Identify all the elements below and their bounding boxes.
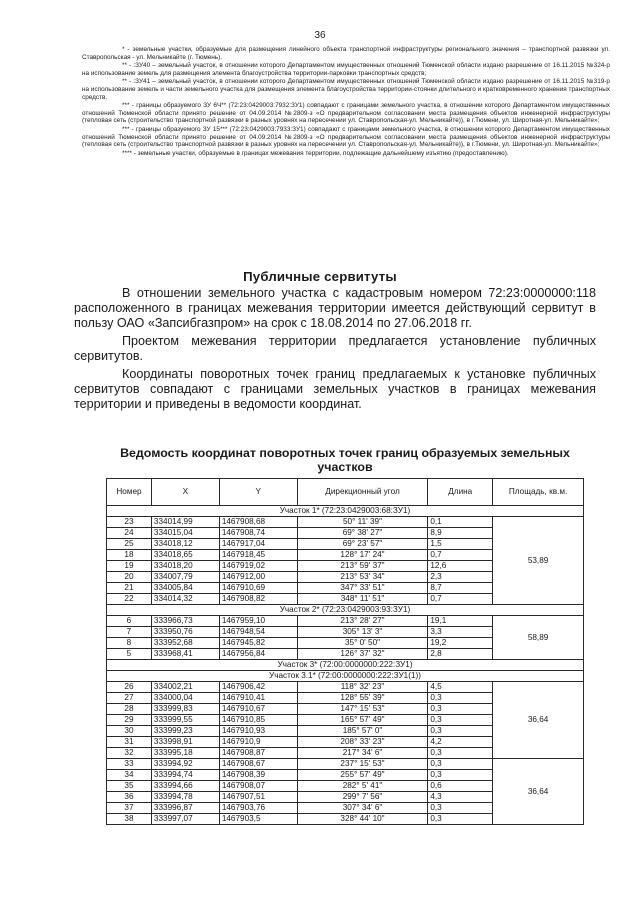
segment-length: 0,3 <box>428 748 493 759</box>
coord-y: 1467918,45 <box>219 550 297 561</box>
header-y: Y <box>219 479 297 506</box>
coord-x: 334018,65 <box>151 550 219 561</box>
segment-length: 1,5 <box>428 539 493 550</box>
coord-x: 334007,79 <box>151 572 219 583</box>
segment-length: 3,3 <box>428 627 493 638</box>
coord-x: 333994,78 <box>151 792 219 803</box>
coord-x: 333995,18 <box>151 748 219 759</box>
segment-length: 4,5 <box>428 682 493 693</box>
coord-y: 1467908,39 <box>219 770 297 781</box>
parcel-heading: Участок 1* (72:23:0429003:68:ЗУ1) <box>107 506 584 517</box>
coord-x: 333998,91 <box>151 737 219 748</box>
coord-y: 1467903,5 <box>219 814 297 825</box>
segment-length: 8,7 <box>428 583 493 594</box>
coord-x: 333950,76 <box>151 627 219 638</box>
footnotes <box>82 46 610 158</box>
coord-x: 334002,21 <box>151 682 219 693</box>
parcel-area: 58,89 <box>493 616 584 660</box>
segment-length: 8,9 <box>428 528 493 539</box>
coord-y: 1467912,00 <box>219 572 297 583</box>
segment-length: 0,3 <box>428 704 493 715</box>
point-number: 27 <box>107 693 152 704</box>
segment-length: 0,3 <box>428 803 493 814</box>
segment-length: 0,1 <box>428 517 493 528</box>
coord-y: 1467910,69 <box>219 583 297 594</box>
segment-length: 12,6 <box>428 561 493 572</box>
parcel-heading-row <box>107 506 584 517</box>
direction-angle: 255° 57' 49" <box>297 770 428 781</box>
direction-angle: 128° 55' 39" <box>297 693 428 704</box>
coord-x: 333994,74 <box>151 770 219 781</box>
coord-y: 1467908,68 <box>219 517 297 528</box>
point-number: 8 <box>107 638 152 649</box>
segment-length: 0,3 <box>428 759 493 770</box>
point-number: 5 <box>107 649 152 660</box>
coord-y: 1467908,07 <box>219 781 297 792</box>
coord-x: 333997,07 <box>151 814 219 825</box>
segment-length: 0,6 <box>428 781 493 792</box>
segment-length: 2,8 <box>428 649 493 660</box>
point-number: 36 <box>107 792 152 803</box>
direction-angle: 237° 15' 53" <box>297 759 428 770</box>
header-number: Номер <box>107 479 152 506</box>
parcel-heading-row <box>107 605 584 616</box>
body-text <box>74 286 596 415</box>
segment-length: 0,3 <box>428 726 493 737</box>
direction-angle: 118° 32' 23" <box>297 682 428 693</box>
coord-y: 1467908,67 <box>219 759 297 770</box>
parcel-area: 36,64 <box>493 682 584 759</box>
point-number: 30 <box>107 726 152 737</box>
segment-length: 19,1 <box>428 616 493 627</box>
direction-angle: 147° 15' 53" <box>297 704 428 715</box>
segment-length: 0,3 <box>428 814 493 825</box>
point-number: 22 <box>107 594 152 605</box>
footnote: *** - границы образуемого ЗУ 6Ч** (72:23:0429003:7932:ЗУ1) совпадают с границами земельного участка, в отношении которого Департаментом имущественных отношений Тюменской области принято решение от 04.09.2014 №2809-з «О предварительном согласовании места размещения объектов инженерной инфраструктуры (тепловая сеть (строительство транспортной развязки в разных уровнях на пересечении ул. Ставропольская-ул. Мельникайте)), в г.Тюмени, ул. Широтная-ул. Мельникайте»; <box>82 102 610 125</box>
direction-angle: 69° 38' 27" <box>297 528 428 539</box>
segment-length: 0,3 <box>428 770 493 781</box>
footnote: * - земельные участки, образуемые для размещения линейного объекта транспортной инфраструктуры регионального значения – транспортной развязки ул. Ставропольская - ул. Мельникайте (г. Тюмень). <box>82 46 610 61</box>
direction-angle: 35° 0' 50" <box>297 638 428 649</box>
direction-angle: 126° 37' 32" <box>297 649 428 660</box>
direction-angle: 69° 23' 57" <box>297 539 428 550</box>
point-number: 26 <box>107 682 152 693</box>
table-row <box>107 682 584 693</box>
table-header-row <box>107 479 584 506</box>
coord-x: 334015,04 <box>151 528 219 539</box>
direction-angle: 299° 7' 56" <box>297 792 428 803</box>
coord-x: 333999,23 <box>151 726 219 737</box>
point-number: 31 <box>107 737 152 748</box>
header-area: Площадь, кв.м. <box>493 479 584 506</box>
direction-angle: 213° 28' 27" <box>297 616 428 627</box>
point-number: 18 <box>107 550 152 561</box>
coord-y: 1467948,54 <box>219 627 297 638</box>
footnote: ** - :ЗУ41 – земельный участок, в отношении которого Департаментом имущественных отношений Тюменской области издано разрешение от 16.11.2015 №319-р на использование земель и части земельного участка для размещения элемента благоустройства территории-стоянки длительного и кратковременного хранения транспортных средств. <box>82 78 610 101</box>
coord-x: 333999,83 <box>151 704 219 715</box>
point-number: 35 <box>107 781 152 792</box>
segment-length: 0,7 <box>428 550 493 561</box>
parcel-subheading-row <box>107 671 584 682</box>
coord-x: 333994,92 <box>151 759 219 770</box>
point-number: 23 <box>107 517 152 528</box>
coord-y: 1467908,74 <box>219 528 297 539</box>
coord-y: 1467917,04 <box>219 539 297 550</box>
point-number: 29 <box>107 715 152 726</box>
parcel-heading: Участок 2* (72:23:0429003:93:ЗУ1) <box>107 605 584 616</box>
parcel-heading-row <box>107 660 584 671</box>
coord-x: 333966,73 <box>151 616 219 627</box>
coord-y: 1467919,02 <box>219 561 297 572</box>
point-number: 21 <box>107 583 152 594</box>
point-number: 6 <box>107 616 152 627</box>
direction-angle: 213° 59' 37" <box>297 561 428 572</box>
coord-y: 1467910,9 <box>219 737 297 748</box>
header-angle: Дирекционный угол <box>297 479 428 506</box>
segment-length: 4,3 <box>428 792 493 803</box>
section-title: Публичные сервитуты <box>243 269 397 284</box>
segment-length: 19,2 <box>428 638 493 649</box>
footnote: **** - земельные участки, образуемые в границах межевания территории, подлежащие дальнейшему изъятию (предоставлению). <box>122 149 509 157</box>
point-number: 38 <box>107 814 152 825</box>
direction-angle: 307° 34' 6" <box>297 803 428 814</box>
coord-y: 1467906,42 <box>219 682 297 693</box>
coord-x: 334005,84 <box>151 583 219 594</box>
point-number: 37 <box>107 803 152 814</box>
coord-x: 333952,68 <box>151 638 219 649</box>
coord-y: 1467910,67 <box>219 704 297 715</box>
direction-angle: 185° 57' 0" <box>297 726 428 737</box>
header-x: X <box>151 479 219 506</box>
parcel-area: 36,64 <box>493 759 584 825</box>
parcel-subheading: Участок 3.1* (72:00:0000000:222:ЗУ1(1)) <box>107 671 584 682</box>
coord-y: 1467910,85 <box>219 715 297 726</box>
point-number: 34 <box>107 770 152 781</box>
point-number: 24 <box>107 528 152 539</box>
point-number: 28 <box>107 704 152 715</box>
coord-y: 1467910,93 <box>219 726 297 737</box>
coord-x: 333996,87 <box>151 803 219 814</box>
point-number: 32 <box>107 748 152 759</box>
table-body <box>107 506 584 825</box>
direction-angle: 128° 17' 24" <box>297 550 428 561</box>
table-row <box>107 616 584 627</box>
point-number: 7 <box>107 627 152 638</box>
coord-x: 334018,12 <box>151 539 219 550</box>
segment-length: 0,7 <box>428 594 493 605</box>
direction-angle: 165° 57' 49" <box>297 715 428 726</box>
coord-x: 334014,99 <box>151 517 219 528</box>
page-number: 36 <box>314 30 326 41</box>
parcel-area: 53,89 <box>493 517 584 605</box>
coord-y: 1467903,76 <box>219 803 297 814</box>
coord-y: 1467956,84 <box>219 649 297 660</box>
header-length: Длина <box>428 479 493 506</box>
point-number: 20 <box>107 572 152 583</box>
segment-length: 2,3 <box>428 572 493 583</box>
coord-x: 334000,04 <box>151 693 219 704</box>
segment-length: 0,3 <box>428 715 493 726</box>
table-title: Ведомость координат поворотных точек границ образуемых земельных участков <box>120 446 570 474</box>
point-number: 33 <box>107 759 152 770</box>
coord-y: 1467959,10 <box>219 616 297 627</box>
direction-angle: 208° 33' 23" <box>297 737 428 748</box>
coord-y: 1467908,82 <box>219 594 297 605</box>
coord-y: 1467908,87 <box>219 748 297 759</box>
parcel-heading: Участок 3* (72:00:0000000:222:ЗУ1) <box>107 660 584 671</box>
coord-x: 333999,55 <box>151 715 219 726</box>
coord-y: 1467945,82 <box>219 638 297 649</box>
paragraph: Проектом межевания территории предлагается установление публичных сервитутов. <box>74 334 596 363</box>
direction-angle: 348° 11' 51" <box>297 594 428 605</box>
direction-angle: 213° 53' 34" <box>297 572 428 583</box>
segment-length: 0,3 <box>428 693 493 704</box>
point-number: 19 <box>107 561 152 572</box>
direction-angle: 282° 5' 41" <box>297 781 428 792</box>
table-row <box>107 759 584 770</box>
paragraph: В отношении земельного участка с кадастровым номером 72:23:0000000:118 расположенного в границах межевания территории имеется действующий сервитут в пользу ОАО «Запсибгазпром» на срок с 18.08.2014 по 27.06.2018 гг. <box>74 286 596 330</box>
coord-y: 1467907,51 <box>219 792 297 803</box>
direction-angle: 328° 44' 10" <box>297 814 428 825</box>
coord-x: 333994,66 <box>151 781 219 792</box>
coord-y: 1467910,41 <box>219 693 297 704</box>
coord-x: 334018,20 <box>151 561 219 572</box>
point-number: 25 <box>107 539 152 550</box>
footnote: *** - границы образуемого ЗУ 15*** (72:23:0429003:7933:ЗУ1) совпадают с границами земельного участка, в отношении которого Департаментом имущественных отношений Тюменской области принято решение от 04.09.2014 №2809-з «О предварительном согласовании места размещения объектов инженерной инфраструктуры (тепловая сеть (строительство транспортной развязки в разных уровнях на пересечении ул. Ставропольская-ул. Мельникайте)), в г.Тюмени, ул. Широтная-ул. Мельникайте»; <box>82 125 610 149</box>
direction-angle: 217° 34' 6" <box>297 748 428 759</box>
direction-angle: 347° 33' 51" <box>297 583 428 594</box>
coord-x: 334014,32 <box>151 594 219 605</box>
coordinates-table <box>106 478 584 825</box>
paragraph: Координаты поворотных точек границ предлагаемых к установке публичных сервитутов совпадают с границами земельных участков в границах межевания территории и приведены в ведомости координат. <box>74 367 596 411</box>
footnote: ** - :ЗУ40 – земельный участок, в отношении которого Департаментом имущественных отношений Тюменской области издано разрешение от 16.11.2015 №324-р на использование земель для размещения элемента благоустройства территории-парковки транспортных средств; <box>82 62 610 77</box>
direction-angle: 50° 11' 39" <box>297 517 428 528</box>
table-row <box>107 517 584 528</box>
direction-angle: 305° 13' 3" <box>297 627 428 638</box>
segment-length: 4,2 <box>428 737 493 748</box>
coord-x: 333968,41 <box>151 649 219 660</box>
